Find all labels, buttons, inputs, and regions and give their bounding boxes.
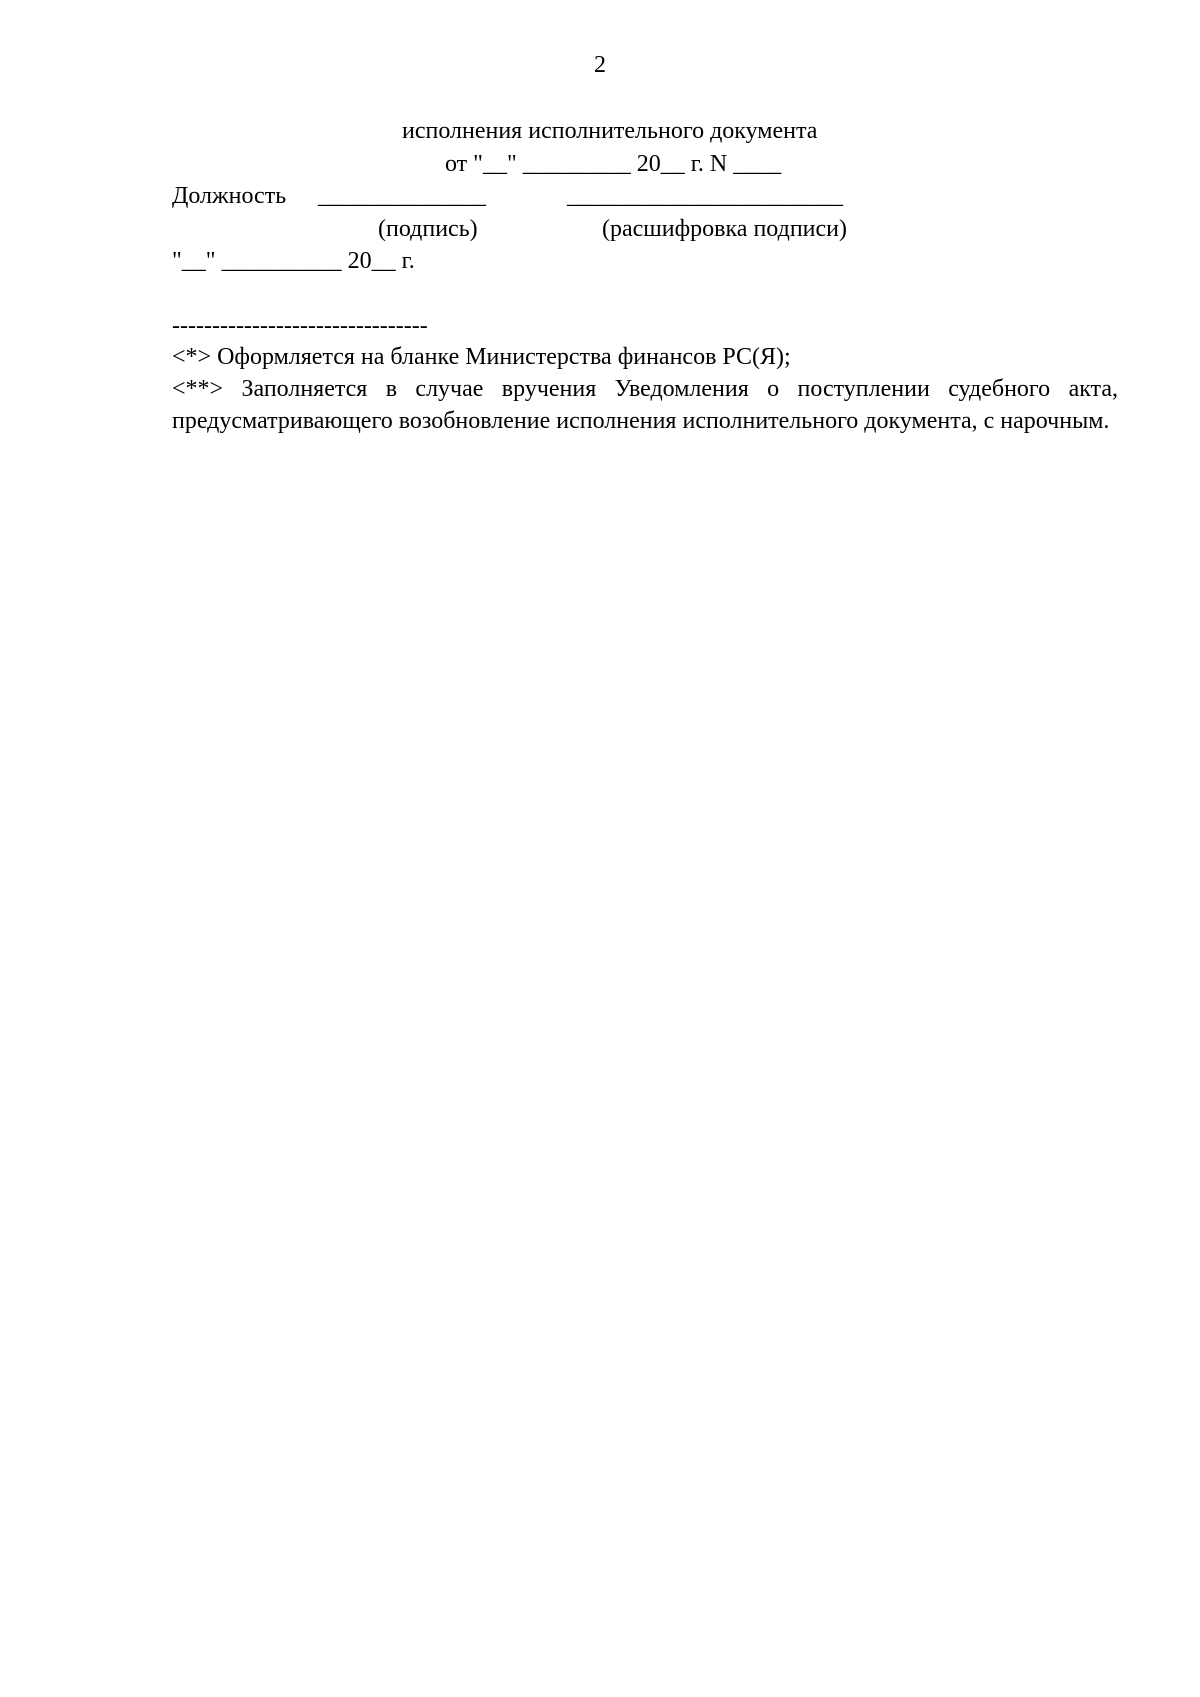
signature-caption: (подпись) [378, 216, 478, 242]
header-line-2: от "__" _________ 20__ г. N ____ [445, 151, 782, 177]
footnote-2: <**> Заполняется в случае вручения Уведомления о поступлении судебного акта, предусматривающего возобновление исполнения исполнительного документа, с нарочным. [172, 376, 1118, 434]
position-label: Должность [172, 183, 287, 209]
date-line: "__" __________ 20__ г. [172, 248, 415, 274]
header-line-1: исполнения исполнительного документа [402, 118, 818, 144]
signature-blank: ______________ [318, 183, 486, 209]
footnote-separator: -------------------------------- [172, 313, 428, 339]
decoding-caption: (расшифровка подписи) [602, 216, 847, 242]
footnote-1: <*> Оформляется на бланке Министерства финансов РС(Я); [172, 344, 791, 370]
page-number: 2 [594, 52, 606, 78]
footnotes [172, 341, 1118, 437]
decoding-blank: _______________________ [567, 183, 843, 209]
